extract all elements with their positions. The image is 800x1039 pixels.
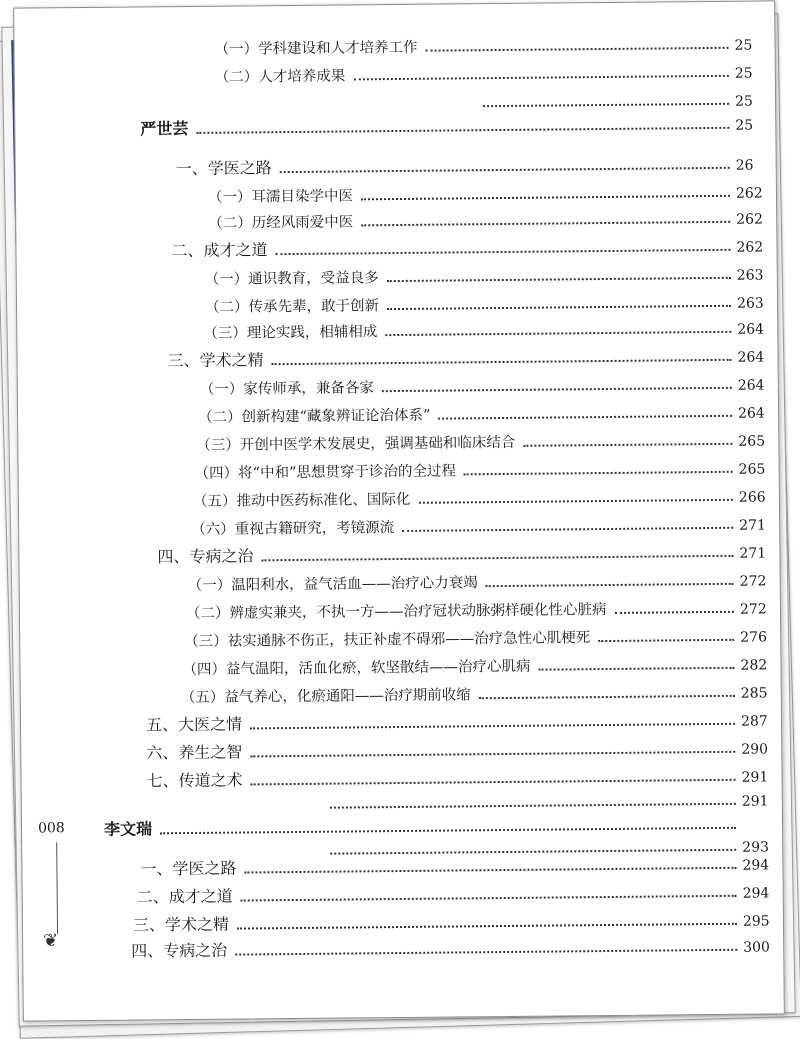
toc-entry-title: 严世芸 <box>140 116 188 139</box>
dot-leader <box>196 127 729 134</box>
toc-entry-title: 二、成才之道 <box>137 884 233 908</box>
toc-entry-title: 三、学术之精 <box>133 912 229 936</box>
toc-entry-title: 四、专病之治 <box>131 938 227 962</box>
toc-entry[interactable] <box>203 313 777 343</box>
toc-page-number: 265 <box>738 433 778 449</box>
dot-leader <box>385 331 731 336</box>
dot-leader <box>330 803 736 809</box>
dot-leader <box>438 415 732 420</box>
toc-page-number: 262 <box>736 185 776 201</box>
toc-page-number: 287 <box>741 713 781 729</box>
toc-page-number: 293 <box>742 839 782 855</box>
toc-entry-title: 六、养生之智 <box>146 740 242 764</box>
toc-page-number: 265 <box>739 461 779 477</box>
toc-entry-title: （二）历经风雨爱中医 <box>208 210 353 232</box>
toc-entry-title: 五、大医之情 <box>146 712 242 736</box>
toc-page-number: 263 <box>737 295 777 311</box>
toc-page-number: 271 <box>739 545 779 561</box>
dot-leader <box>272 359 732 365</box>
dot-leader <box>235 949 737 956</box>
toc-page-number: 25 <box>735 65 775 81</box>
dot-leader <box>361 221 730 227</box>
toc-entry[interactable] <box>146 733 781 763</box>
toc-entry-title: （一）耳濡目染学中医 <box>208 184 353 206</box>
toc-entry-title: （一）家传师承，兼备各家 <box>200 376 374 399</box>
toc-entry[interactable] <box>167 341 777 371</box>
dot-leader <box>361 195 730 201</box>
toc-page-number: 26 <box>736 157 776 173</box>
toc-entry-title: （二）人才培养成果 <box>215 64 346 86</box>
toc-entry[interactable] <box>140 849 782 879</box>
dot-leader <box>241 895 737 902</box>
toc-page-number: 264 <box>737 349 777 365</box>
toc-entry[interactable] <box>475 85 775 112</box>
toc-entry[interactable] <box>133 905 783 935</box>
toc-entry[interactable] <box>198 397 778 427</box>
toc-page-number: 25 <box>735 93 775 109</box>
toc-list <box>14 1 774 8</box>
dot-leader <box>483 103 729 107</box>
dot-leader <box>250 751 735 758</box>
toc-entry-title: （三）开创中医学术发展史，强调基础和临床结合 <box>196 431 515 455</box>
toc-entry[interactable] <box>157 537 779 567</box>
folio-rule <box>56 842 58 934</box>
dot-leader <box>251 779 736 786</box>
toc-entry-title: 一、学医之路 <box>176 155 272 179</box>
toc-entry-title: 七、传道之术 <box>146 768 242 792</box>
dot-leader <box>250 723 735 730</box>
dot-leader <box>418 499 733 504</box>
toc-entry[interactable] <box>215 57 775 86</box>
toc-entry[interactable] <box>188 565 780 595</box>
toc-entry[interactable] <box>208 203 776 232</box>
ornament-icon: ❦ <box>43 930 58 951</box>
toc-entry-title: （五）推动中医药标准化、国际化 <box>193 488 411 511</box>
toc-entry[interactable] <box>208 177 776 206</box>
toc-page-number: 262 <box>736 211 776 227</box>
toc-entry[interactable] <box>186 593 780 623</box>
toc-entry-title: （四）益气温阳，活血化瘀，软坚散结——治疗心肌病 <box>182 655 530 679</box>
toc-entry-title: （一）学科建设和人才培养工作 <box>214 36 417 59</box>
toc-entry[interactable] <box>171 231 776 261</box>
toc-page-number: 264 <box>737 321 777 337</box>
toc-page-number: 271 <box>739 517 779 533</box>
toc-entry-title: （三）祛实通脉不伤正，扶正补虚不碍邪——治疗急性心肌梗死 <box>184 626 590 651</box>
dot-leader <box>276 249 731 255</box>
toc-entry-title: （一）通识教育，受益良多 <box>205 266 379 289</box>
toc-page-number: 285 <box>741 685 781 701</box>
dot-leader <box>387 277 731 282</box>
toc-entry-title: （六）重视古籍研究，考镜源流 <box>191 516 394 539</box>
dot-leader <box>464 471 733 476</box>
toc-entry-title: 四、专病之治 <box>157 543 253 567</box>
toc-page-number: 294 <box>743 885 783 901</box>
toc-entry[interactable] <box>205 287 777 316</box>
dot-leader <box>261 555 733 562</box>
toc-entry-title: （二）辨虚实兼夹，不执一方——治疗冠状动脉粥样硬化性心脏病 <box>186 598 607 623</box>
toc-page-number: 264 <box>738 377 778 393</box>
toc-page-number: 291 <box>742 793 782 809</box>
toc-entry[interactable] <box>137 877 783 907</box>
dot-leader <box>598 639 734 642</box>
toc-page-number: 290 <box>741 741 781 757</box>
toc-entry-title: 李文瑞 <box>104 816 152 839</box>
toc-entry-title: 三、学术之精 <box>167 347 263 371</box>
toc-page-number: 294 <box>742 857 782 873</box>
toc-page-number: 264 <box>738 405 778 421</box>
toc-entry-title: （四）将“中和”思想贯穿于诊治的全过程 <box>195 459 457 483</box>
dot-leader <box>280 167 730 173</box>
toc-page-number: 263 <box>737 267 777 283</box>
toc-entry-title: 一、学医之路 <box>140 856 236 880</box>
toc-page-number: 272 <box>740 573 780 589</box>
toc-entry[interactable] <box>196 425 778 455</box>
dot-leader <box>237 923 737 930</box>
dot-leader <box>387 305 731 310</box>
toc-entry[interactable] <box>191 509 779 539</box>
dot-leader <box>382 387 732 392</box>
dot-leader <box>353 75 729 81</box>
toc-page <box>13 0 785 1021</box>
toc-entry-title: （五）益气养心，化瘀通阳——治疗期前收缩 <box>181 683 471 707</box>
toc-person-heading[interactable] <box>140 109 775 139</box>
toc-entry-title: 二、成才之道 <box>171 237 267 261</box>
toc-page-number: 266 <box>739 489 779 505</box>
toc-entry[interactable] <box>194 453 778 483</box>
toc-page-number: 272 <box>740 601 780 617</box>
toc-entry[interactable] <box>184 621 780 651</box>
toc-page-number: 25 <box>734 37 774 53</box>
dot-leader <box>539 667 735 671</box>
dot-leader <box>244 867 736 874</box>
toc-entry[interactable] <box>200 369 778 399</box>
toc-page-number: 291 <box>741 769 781 785</box>
toc-page-number: 276 <box>740 629 780 645</box>
page-folio: 008 <box>38 820 65 836</box>
toc-entry[interactable] <box>181 677 781 707</box>
dot-leader <box>402 527 733 532</box>
toc-entry-title: （二）传承先辈，敢于创新 <box>205 294 379 317</box>
dot-leader <box>479 695 735 699</box>
toc-entry[interactable] <box>193 481 779 511</box>
toc-page-number: 282 <box>740 657 780 673</box>
toc-entry[interactable] <box>214 29 774 58</box>
toc-page-number: 300 <box>743 939 783 955</box>
toc-entry[interactable] <box>176 149 776 179</box>
toc-page-number: 295 <box>743 913 783 929</box>
toc-entry-title: （二）创新构建“藏象辨证论治体系” <box>198 404 431 427</box>
toc-entry[interactable] <box>205 259 777 288</box>
toc-entry-title: （三）理论实践，相辅相成 <box>203 320 377 343</box>
toc-page-number: 262 <box>736 239 776 255</box>
toc-entry[interactable] <box>131 931 783 961</box>
dot-leader <box>426 47 729 52</box>
toc-page-number: 25 <box>735 117 775 133</box>
dot-leader <box>614 611 734 614</box>
toc-entry[interactable] <box>182 649 780 679</box>
dot-leader <box>523 443 732 447</box>
toc-entry-title: （一）温阳利水，益气活血——治疗心力衰竭 <box>188 571 478 595</box>
toc-entry[interactable] <box>146 705 781 735</box>
dot-leader <box>486 583 734 587</box>
